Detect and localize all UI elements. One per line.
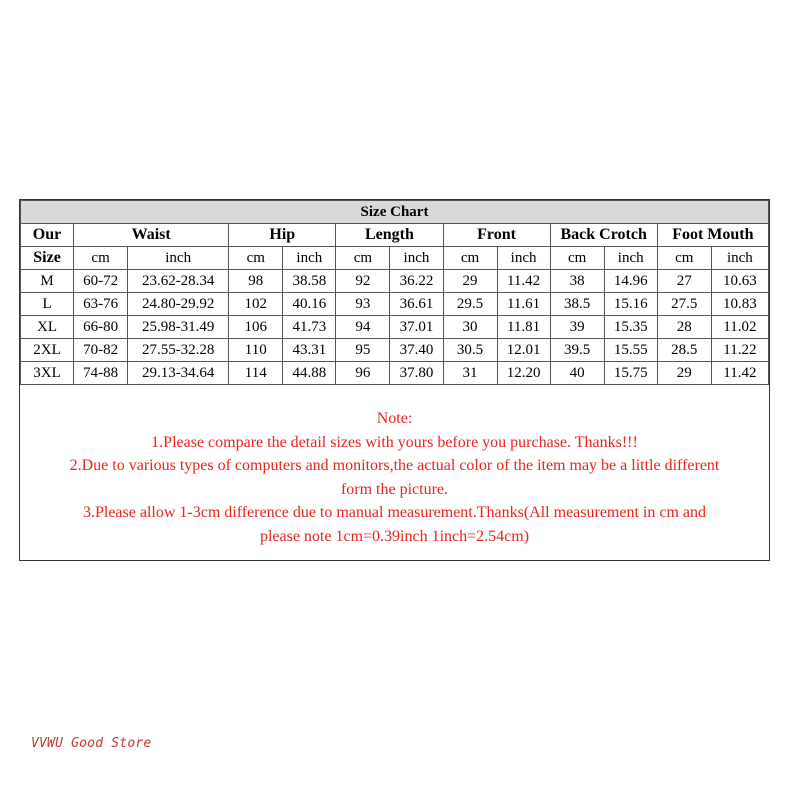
title-row — [21, 201, 769, 224]
unit-inch: inch — [497, 247, 550, 270]
header-row-groups — [21, 224, 769, 247]
table-cell: 28.5 — [657, 339, 711, 362]
table-cell: 15.35 — [604, 316, 657, 339]
table-cell: 28 — [657, 316, 711, 339]
table-cell: 29 — [443, 270, 497, 293]
table-cell: 30.5 — [443, 339, 497, 362]
unit-cm: cm — [229, 247, 283, 270]
table-cell: 106 — [229, 316, 283, 339]
header-foot-mouth: Foot Mouth — [657, 224, 768, 247]
size-chart-table — [20, 200, 769, 385]
note-line-2: 2.Due to various types of computers and monitors,the actual color of the item may be a little different — [69, 457, 720, 474]
unit-cm: cm — [657, 247, 711, 270]
note-line-3: 3.Please allow 1-3cm difference due to manual measurement.Thanks(All measurement in cm and — [82, 504, 707, 521]
table-cell: 12.20 — [497, 362, 550, 385]
table-cell: 27 — [657, 270, 711, 293]
unit-inch: inch — [604, 247, 657, 270]
unit-cm: cm — [443, 247, 497, 270]
header-row-units — [21, 247, 769, 270]
table-cell: 15.16 — [604, 293, 657, 316]
note-line-1: 1.Please compare the detail sizes with yours before you purchase. Thanks!!! — [151, 433, 638, 451]
table-cell: 15.55 — [604, 339, 657, 362]
table-cell: 66-80 — [74, 316, 128, 339]
table-row — [21, 316, 769, 339]
unit-inch: inch — [128, 247, 229, 270]
unit-cm: cm — [550, 247, 604, 270]
size-label: 3XL — [21, 362, 74, 385]
table-cell: 44.88 — [283, 362, 336, 385]
table-cell: 95 — [336, 339, 390, 362]
table-row — [21, 362, 769, 385]
table-cell: 11.42 — [497, 270, 550, 293]
table-cell: 27.5 — [657, 293, 711, 316]
table-cell: 23.62-28.34 — [128, 270, 229, 293]
table-cell: 110 — [229, 339, 283, 362]
table-cell: 70-82 — [74, 339, 128, 362]
size-label: L — [21, 293, 74, 316]
size-chart-frame — [19, 199, 770, 561]
table-cell: 24.80-29.92 — [128, 293, 229, 316]
notes-section — [20, 407, 769, 548]
table-cell: 60-72 — [74, 270, 128, 293]
table-cell: 10.63 — [711, 270, 768, 293]
table-row — [21, 339, 769, 362]
unit-cm: cm — [336, 247, 390, 270]
table-cell: 14.96 — [604, 270, 657, 293]
header-length: Length — [336, 224, 443, 247]
table-cell: 37.40 — [390, 339, 443, 362]
chart-title: Size Chart — [21, 201, 769, 224]
table-cell: 30 — [443, 316, 497, 339]
header-hip: Hip — [229, 224, 336, 247]
note-line-3-cont: please note 1cm=0.39inch 1inch=2.54cm) — [259, 527, 530, 545]
unit-cm: cm — [74, 247, 128, 270]
table-cell: 40 — [550, 362, 604, 385]
unit-inch: inch — [711, 247, 768, 270]
header-our: Our — [21, 224, 74, 247]
table-cell: 29.13-34.64 — [128, 362, 229, 385]
table-cell: 11.02 — [711, 316, 768, 339]
table-cell: 27.55-32.28 — [128, 339, 229, 362]
table-cell: 96 — [336, 362, 390, 385]
table-cell: 37.80 — [390, 362, 443, 385]
table-cell: 31 — [443, 362, 497, 385]
table-cell: 39 — [550, 316, 604, 339]
table-cell: 12.01 — [497, 339, 550, 362]
header-waist: Waist — [74, 224, 229, 247]
header-front: Front — [443, 224, 550, 247]
size-label: M — [21, 270, 74, 293]
notes-heading: Note: — [376, 410, 413, 427]
size-label: 2XL — [21, 339, 74, 362]
table-cell: 38 — [550, 270, 604, 293]
table-cell: 98 — [229, 270, 283, 293]
table-cell: 10.83 — [711, 293, 768, 316]
table-row — [21, 270, 769, 293]
store-watermark: VVWU Good Store — [31, 736, 152, 751]
table-cell: 11.22 — [711, 339, 768, 362]
header-size: Size — [21, 247, 74, 270]
table-cell: 11.81 — [497, 316, 550, 339]
size-rows — [21, 270, 769, 385]
header-back-crotch: Back Crotch — [550, 224, 657, 247]
table-cell: 63-76 — [74, 293, 128, 316]
table-cell: 29 — [657, 362, 711, 385]
table-cell: 15.75 — [604, 362, 657, 385]
note-line-2-cont: form the picture. — [340, 480, 449, 498]
table-cell: 74-88 — [74, 362, 128, 385]
table-cell: 38.5 — [550, 293, 604, 316]
table-row — [21, 293, 769, 316]
table-cell: 94 — [336, 316, 390, 339]
unit-inch: inch — [390, 247, 443, 270]
table-cell: 102 — [229, 293, 283, 316]
table-cell: 11.42 — [711, 362, 768, 385]
table-cell: 114 — [229, 362, 283, 385]
table-cell: 92 — [336, 270, 390, 293]
table-cell: 41.73 — [283, 316, 336, 339]
table-cell: 43.31 — [283, 339, 336, 362]
table-cell: 39.5 — [550, 339, 604, 362]
table-cell: 11.61 — [497, 293, 550, 316]
table-cell: 38.58 — [283, 270, 336, 293]
table-cell: 93 — [336, 293, 390, 316]
table-cell: 36.61 — [390, 293, 443, 316]
table-cell: 29.5 — [443, 293, 497, 316]
table-cell: 36.22 — [390, 270, 443, 293]
size-label: XL — [21, 316, 74, 339]
unit-inch: inch — [283, 247, 336, 270]
table-cell: 40.16 — [283, 293, 336, 316]
table-cell: 25.98-31.49 — [128, 316, 229, 339]
table-cell: 37.01 — [390, 316, 443, 339]
